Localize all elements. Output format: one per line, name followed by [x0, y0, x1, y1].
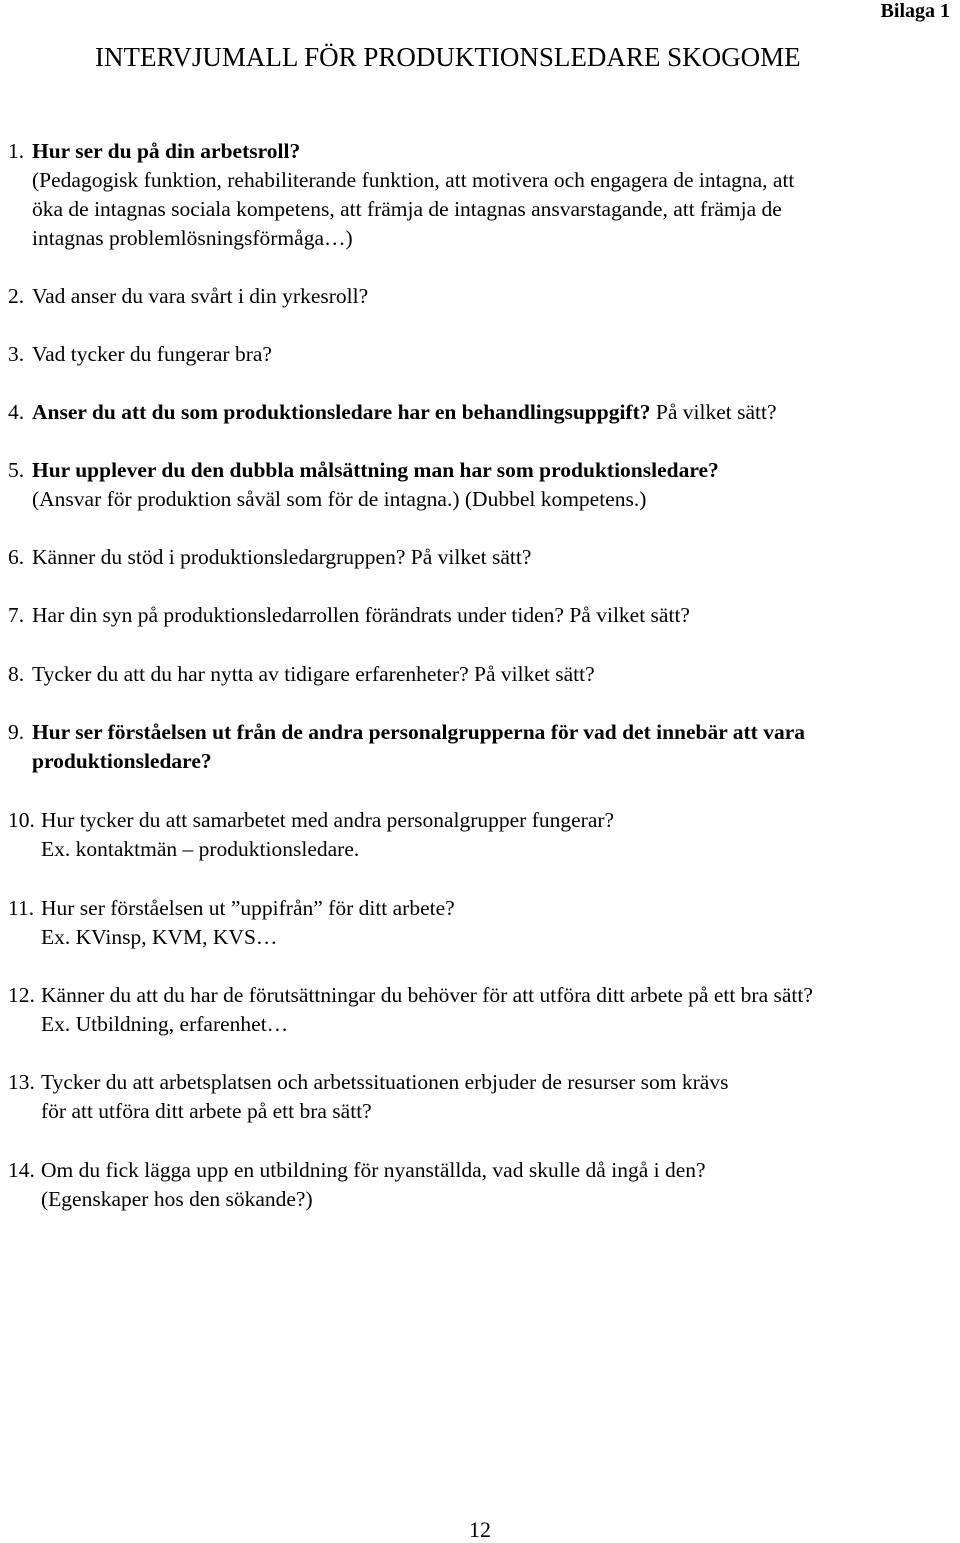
question-text: Om du fick lägga upp en utbildning för nyanställda, vad skulle då ingå i den? — [41, 1158, 706, 1182]
question-14 — [8, 1156, 706, 1214]
question-note-line: Ex. kontaktmän – produktionsledare. — [41, 837, 360, 861]
question-number: 5. — [8, 458, 25, 482]
question-note-line: (Egenskaper hos den sökande?) — [41, 1187, 313, 1211]
question-number: 14. — [8, 1158, 35, 1182]
question-text: Tycker du att du har nytta av tidigare erfarenheter? På vilket sätt? — [32, 662, 595, 686]
question-9 — [8, 718, 805, 776]
question-number: 3. — [8, 342, 25, 366]
question-3 — [8, 340, 272, 369]
question-number: 13. — [8, 1070, 35, 1094]
question-tail: På vilket sätt? — [650, 400, 777, 424]
question-number: 1. — [8, 139, 25, 163]
question-note-line: Ex. KVinsp, KVM, KVS… — [41, 925, 278, 949]
question-text: Hur tycker du att samarbetet med andra personalgrupper fungerar? — [41, 808, 615, 832]
question-note-line: Ex. Utbildning, erfarenhet… — [41, 1012, 289, 1036]
question-note-line: (Ansvar för produktion såväl som för de intagna.) (Dubbel kompetens.) — [32, 487, 647, 511]
question-text: Har din syn på produktionsledarrollen förändrats under tiden? På vilket sätt? — [32, 603, 690, 627]
question-4 — [8, 398, 777, 427]
question-8 — [8, 660, 595, 689]
question-text: Anser du att du som produktionsledare har en behandlingsuppgift? — [32, 400, 651, 424]
question-1 — [8, 137, 794, 253]
question-number: 4. — [8, 400, 25, 424]
question-10 — [8, 806, 614, 864]
question-text: Känner du att du har de förutsättningar du behöver för att utföra ditt arbete på ett bra sätt? — [41, 983, 813, 1007]
question-text: Känner du stöd i produktionsledargruppen? På vilket sätt? — [32, 545, 532, 569]
question-number: 11. — [8, 896, 35, 920]
question-text: Vad anser du vara svårt i din yrkesroll? — [32, 284, 369, 308]
question-number: 12. — [8, 983, 35, 1007]
question-number: 9. — [8, 720, 25, 744]
question-number: 6. — [8, 545, 25, 569]
question-text: Hur ser förståelsen ut från de andra personalgrupperna för vad det innebär att vara — [32, 720, 806, 744]
question-number: 7. — [8, 603, 25, 627]
question-text: Vad tycker du fungerar bra? — [32, 342, 272, 366]
question-7 — [8, 601, 690, 630]
question-13 — [8, 1068, 728, 1126]
question-text: Hur upplever du den dubbla målsättning man har som produktionsledare? — [32, 458, 719, 482]
question-note-line: öka de intagnas sociala kompetens, att främja de intagnas ansvarstagande, att främja de — [32, 197, 782, 221]
document-title: INTERVJUMALL FÖR PRODUKTIONSLEDARE SKOGOME — [95, 42, 801, 72]
question-number: 10. — [8, 808, 35, 832]
question-note-line: för att utföra ditt arbete på ett bra sätt? — [41, 1099, 372, 1123]
question-6 — [8, 543, 531, 572]
question-note-line: (Pedagogisk funktion, rehabiliterande funktion, att motivera och engagera de intagna, att — [32, 168, 795, 192]
question-number: 8. — [8, 662, 25, 686]
question-text: Hur ser förståelsen ut ”uppifrån” för ditt arbete? — [41, 896, 455, 920]
question-5 — [8, 456, 719, 514]
question-note-line: intagnas problemlösningsförmåga…) — [32, 226, 353, 250]
question-12 — [8, 981, 813, 1039]
appendix-label: Bilaga 1 — [880, 0, 950, 22]
question-number: 2. — [8, 284, 25, 308]
question-text: Tycker du att arbetsplatsen och arbetssituationen erbjuder de resurser som krävs — [41, 1070, 729, 1094]
question-text: Hur ser du på din arbetsroll? — [32, 139, 301, 163]
page-number: 12 — [469, 1517, 491, 1542]
question-2 — [8, 282, 368, 311]
question-11 — [8, 894, 455, 952]
question-text-continued: produktionsledare? — [32, 749, 212, 773]
